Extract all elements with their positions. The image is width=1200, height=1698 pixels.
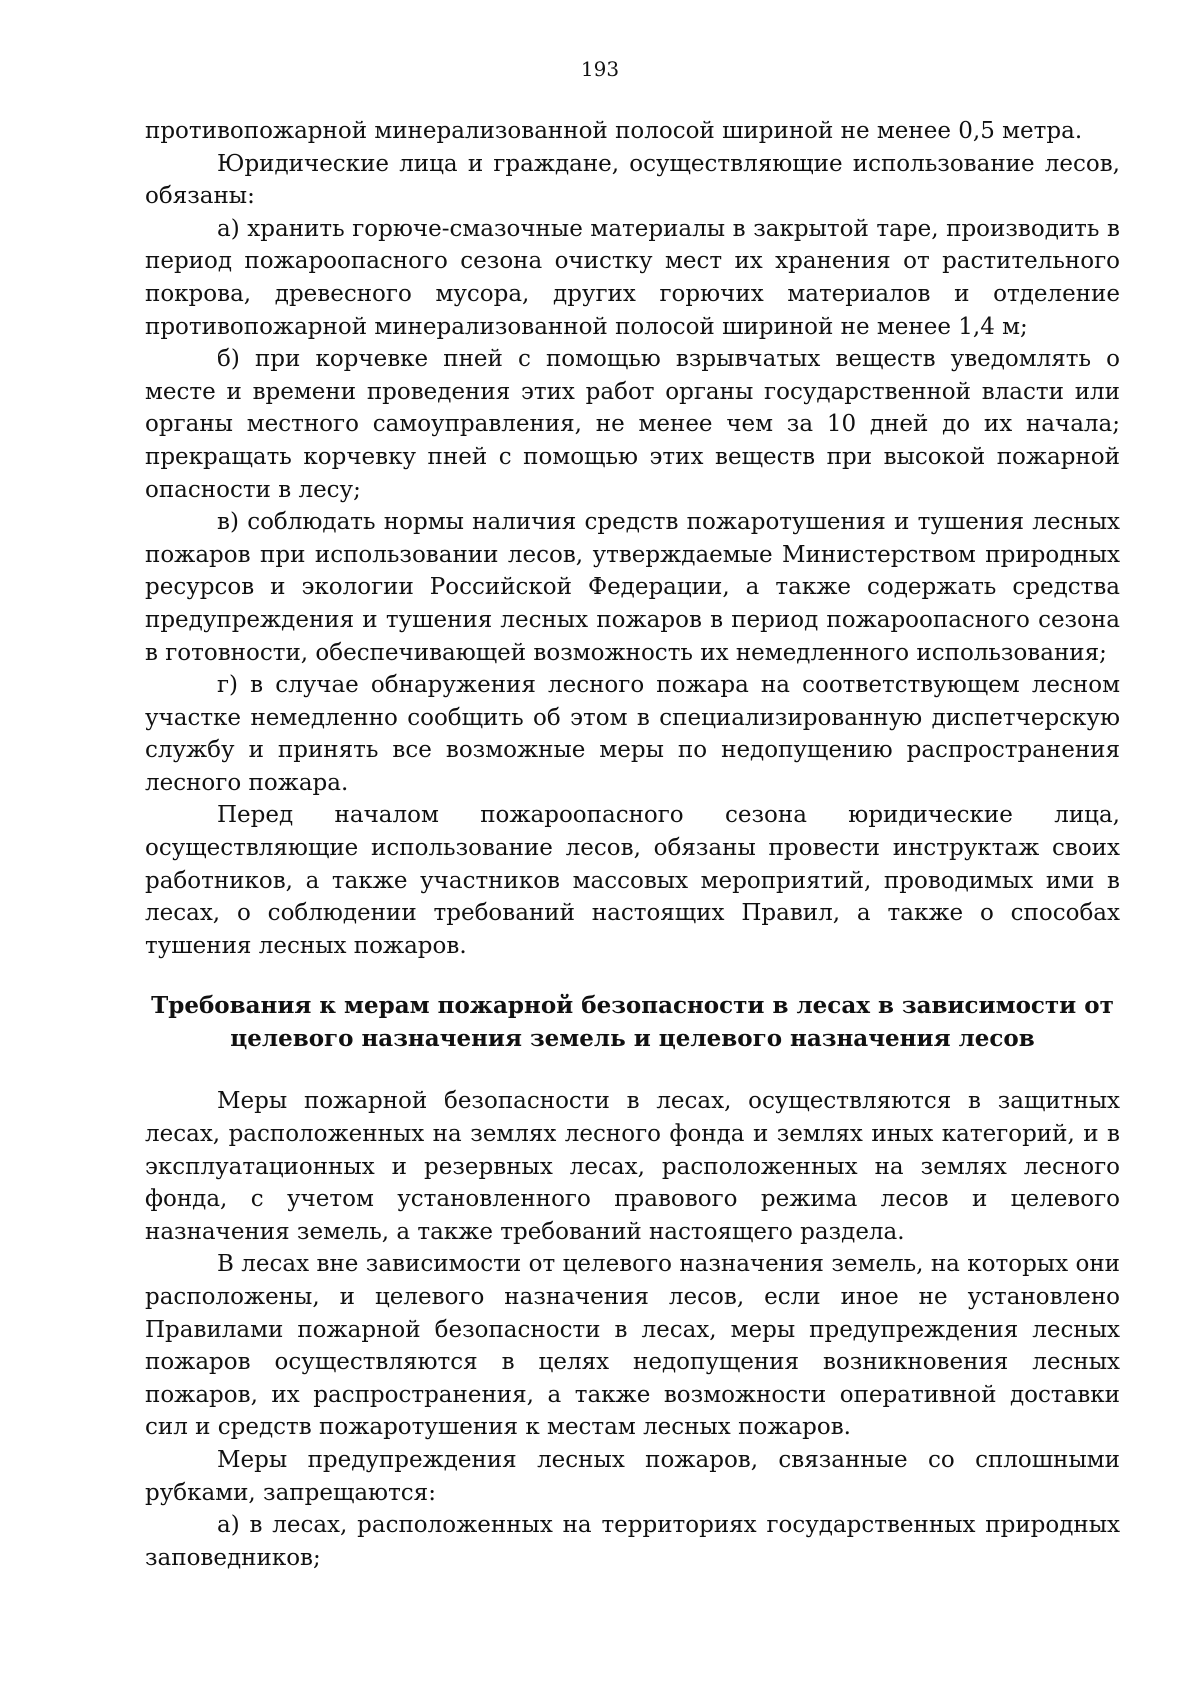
section-heading-line-2: целевого назначения земель и целевого назначения лесов [230,1025,1035,1053]
paragraph-prevention-measures: В лесах вне зависимости от целевого назначения земель, на которых они расположены, и целевого назначения лесов, если иное не установлено Правилами пожарной безопасности в лесах, меры предупреждения лесных пожаров осуществляются в целях недопущения возникновения лесных пожаров, их распространения, а также возможности оперативной доставки сил и средств пожаротушения к местам лесных пожаров. [145,1251,1120,1441]
page-number: 193 [580,57,620,81]
paragraph-item-v: в) соблюдать нормы наличия средств пожаротушения и тушения лесных пожаров при использовании лесов, утверждаемые Министерством природных ресурсов и экологии Российской Федерации, а также содержать средства предупреждения и тушения лесных пожаров в период пожароопасного сезона в готовности, обеспечивающей возможность их немедленного использования; [145,509,1120,666]
paragraph-item-a: а) хранить горюче-смазочные материалы в закрытой таре, производить в период пожароопасного сезона очистку мест их хранения от растительного покрова, древесного мусора, других горючих материалов и отделение противопожарной минерализованной полосой шириной не менее 1,4 м; [145,215,1120,340]
paragraph-clear-cutting-ban: Меры предупреждения лесных пожаров, связанные со сплошными рубками, запрещаются: [145,1446,1120,1506]
section-heading-line-1: Требования к мерам пожарной безопасности в лесах в зависимости от [151,992,1114,1020]
paragraph-obligations-intro: Юридические лица и граждане, осуществляющие использование лесов, обязаны: [145,150,1120,210]
paragraph-continuation: противопожарной минерализованной полосой шириной не менее 0,5 метра. [145,118,1083,144]
paragraph-item-g: г) в случае обнаружения лесного пожара на соответствующем лесном участке немедленно сообщить об этом в специализированную диспетчерскую службу и принять все возможные меры по недопущению распространения лесного пожара. [145,672,1120,796]
paragraph-reserves-item-a: а) в лесах, расположенных на территориях государственных природных заповедников; [145,1512,1120,1571]
document-body [145,115,1120,1574]
section-heading [145,989,1120,1055]
paragraph-fire-safety-measures: Меры пожарной безопасности в лесах, осуществляются в защитных лесах, расположенных на землях лесного фонда и землях иных категорий, и в эксплуатационных и резервных лесах, расположенных на землях лесного фонда, с учетом установленного правового режима лесов и целевого назначения земель, а также требований настоящего раздела. [145,1088,1120,1245]
paragraph-briefing: Перед началом пожароопасного сезона юридические лица, осуществляющие использование лесов, обязаны провести инструктаж своих работников, а также участников массовых мероприятий, проводимых ими в лесах, о соблюдении требований настоящих Правил, а также о способах тушения лесных пожаров. [145,802,1120,959]
paragraph-item-b: б) при корчевке пней с помощью взрывчатых веществ уведомлять о месте и времени проведения этих работ органы государственной власти или органы местного самоуправления, не менее чем за 10 дней до их начала; прекращать корчевку пней с помощью этих веществ при высокой пожарной опасности в лесу; [145,346,1120,503]
